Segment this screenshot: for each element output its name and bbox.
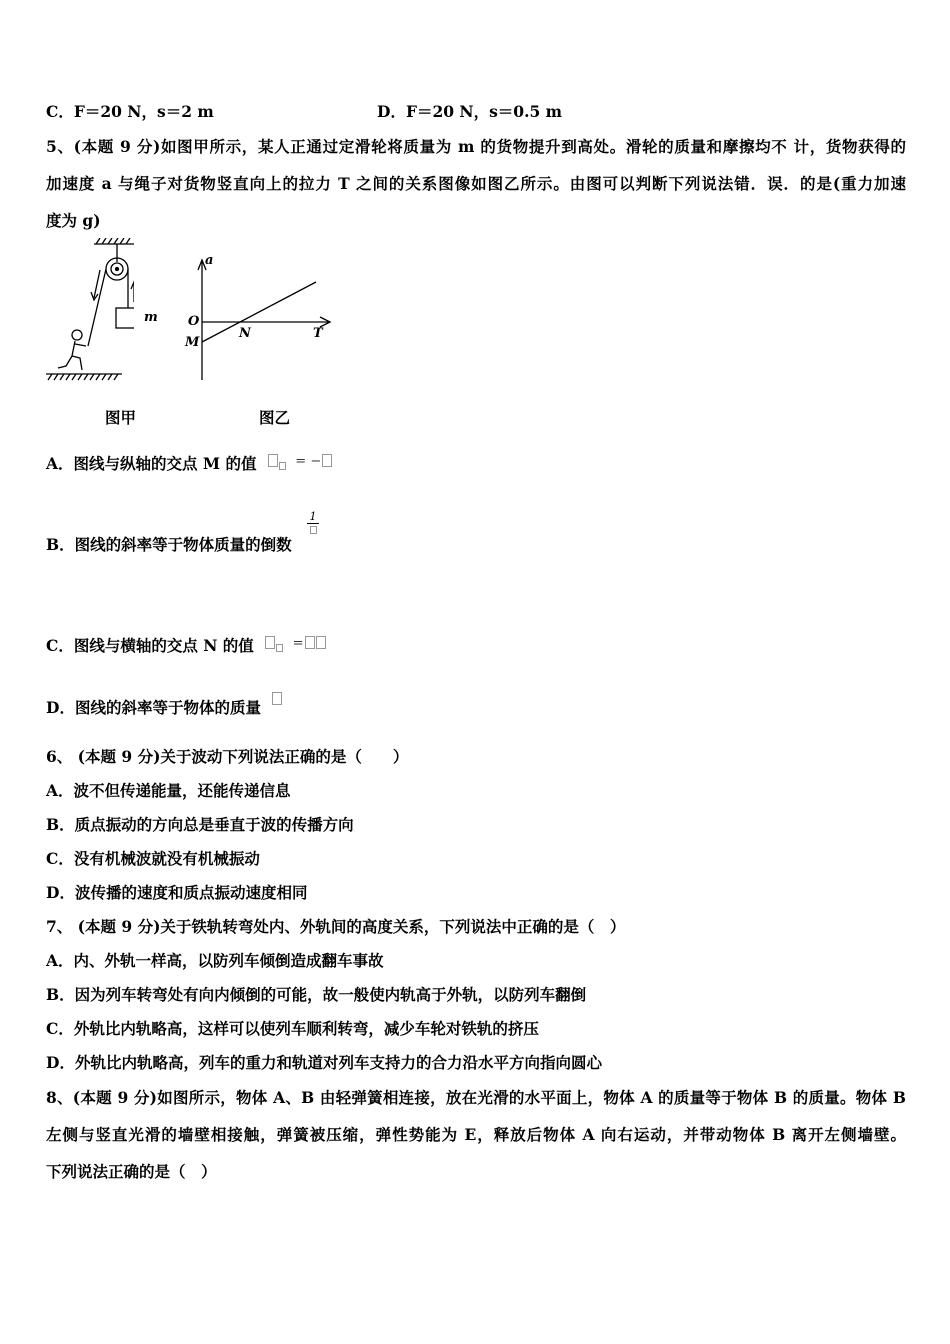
cargo-box	[116, 308, 134, 328]
q5-option-a-text: A．图线与纵轴的交点 M 的值	[46, 454, 257, 473]
q6-stem: 6、 (本题 9 分)关于波动下列说法正确的是（ ）	[46, 747, 409, 766]
graph-line	[202, 282, 316, 342]
q5-option-b: B．图线的斜率等于物体质量的倒数	[46, 535, 292, 554]
q5-option-a	[46, 454, 332, 476]
q5-stem-line3: 度为 g)	[46, 211, 101, 230]
formula-placeholder-icon	[276, 644, 283, 652]
q5-option-d-text: D．图线的斜率等于物体的质量	[46, 698, 261, 717]
graph-label-m: M	[185, 335, 200, 350]
formula-placeholder-icon	[268, 454, 278, 467]
graph-label-a: a	[205, 253, 214, 268]
formula-placeholder-icon	[316, 636, 326, 649]
formula-placeholder-icon	[272, 692, 282, 705]
figure-graph	[182, 254, 342, 384]
q7-option-a: A．内、外轨一样高，以防列车倾倒造成翻车事故	[46, 951, 384, 970]
graph-label-t: T	[313, 326, 323, 341]
figure-a-caption: 图甲	[105, 408, 137, 427]
q5-option-c-math: =	[292, 636, 304, 651]
q5-option-a-math: = −	[295, 454, 322, 469]
formula-placeholder-icon	[310, 526, 317, 534]
q5-option-c-text: C．图线与横轴的交点 N 的值	[46, 636, 254, 655]
graph-label-n: N	[239, 326, 251, 341]
formula-placeholder-icon	[322, 454, 332, 467]
q5-stem-line1: 5、(本题 9 分)如图甲所示，某人正通过定滑轮将质量为 m 的货物提升到高处。滑轮的质量和摩擦均不 计，货物获得的	[46, 137, 906, 156]
q7-option-d: D．外轨比内轨略高，列车的重力和轨道对列车支持力的合力沿水平方向指向圆心	[46, 1053, 602, 1072]
q4-option-c: C．F＝20 N，s＝2 m	[46, 102, 214, 121]
figure-pulley	[44, 238, 134, 384]
formula-placeholder-icon	[279, 462, 286, 470]
q5-stem-line2: 加速度 a 与绳子对货物竖直向上的拉力 T 之间的关系图像如图乙所示。由图可以判断下列说法错．误．的是(重力加速	[46, 174, 906, 193]
formula-placeholder-icon	[265, 636, 275, 649]
figure-b-caption: 图乙	[259, 408, 291, 427]
q5-option-d	[46, 698, 282, 718]
q7-stem: 7、 (本题 9 分)关于铁轨转弯处内、外轨间的高度关系，下列说法中正确的是（ ）	[46, 917, 626, 936]
q6-option-b: B．质点振动的方向总是垂直于波的传播方向	[46, 815, 354, 834]
q6-option-d: D．波传播的速度和质点振动速度相同	[46, 883, 308, 902]
q8-stem-line2: 左侧与竖直光滑的墙壁相接触，弹簧被压缩，弹性势能为 E，释放后物体 A 向右运动，并带动物体 B 离开左侧墙壁。	[46, 1125, 906, 1144]
q4-option-d: D．F＝20 N，s＝0.5 m	[377, 102, 563, 121]
q6-option-a: A．波不但传递能量，还能传递信息	[46, 781, 291, 800]
q6-option-c: C．没有机械波就没有机械振动	[46, 849, 260, 868]
q5-option-b-fraction	[307, 511, 319, 537]
graph-label-o: O	[188, 314, 200, 329]
rope	[88, 269, 106, 346]
formula-placeholder-icon	[305, 636, 315, 649]
q8-stem-line1: 8、(本题 9 分)如图所示，物体 A、B 由轻弹簧相连接，放在光滑的水平面上，物体 A 的质量等于物体 B 的质量。物体 B	[46, 1088, 906, 1107]
q7-option-c: C．外轨比内轨略高，这样可以使列车顺利转弯，减少车轮对铁轨的挤压	[46, 1019, 539, 1038]
figure-mass-label: m	[144, 310, 158, 325]
q5-option-c	[46, 636, 326, 658]
q8-stem-line3: 下列说法正确的是（ ）	[46, 1162, 217, 1181]
q5-option-b-fraction-num: 1	[309, 510, 317, 523]
q7-option-b: B．因为列车转弯处有向内倾倒的可能，故一般使内轨高于外轨，以防列车翻倒	[46, 985, 587, 1004]
